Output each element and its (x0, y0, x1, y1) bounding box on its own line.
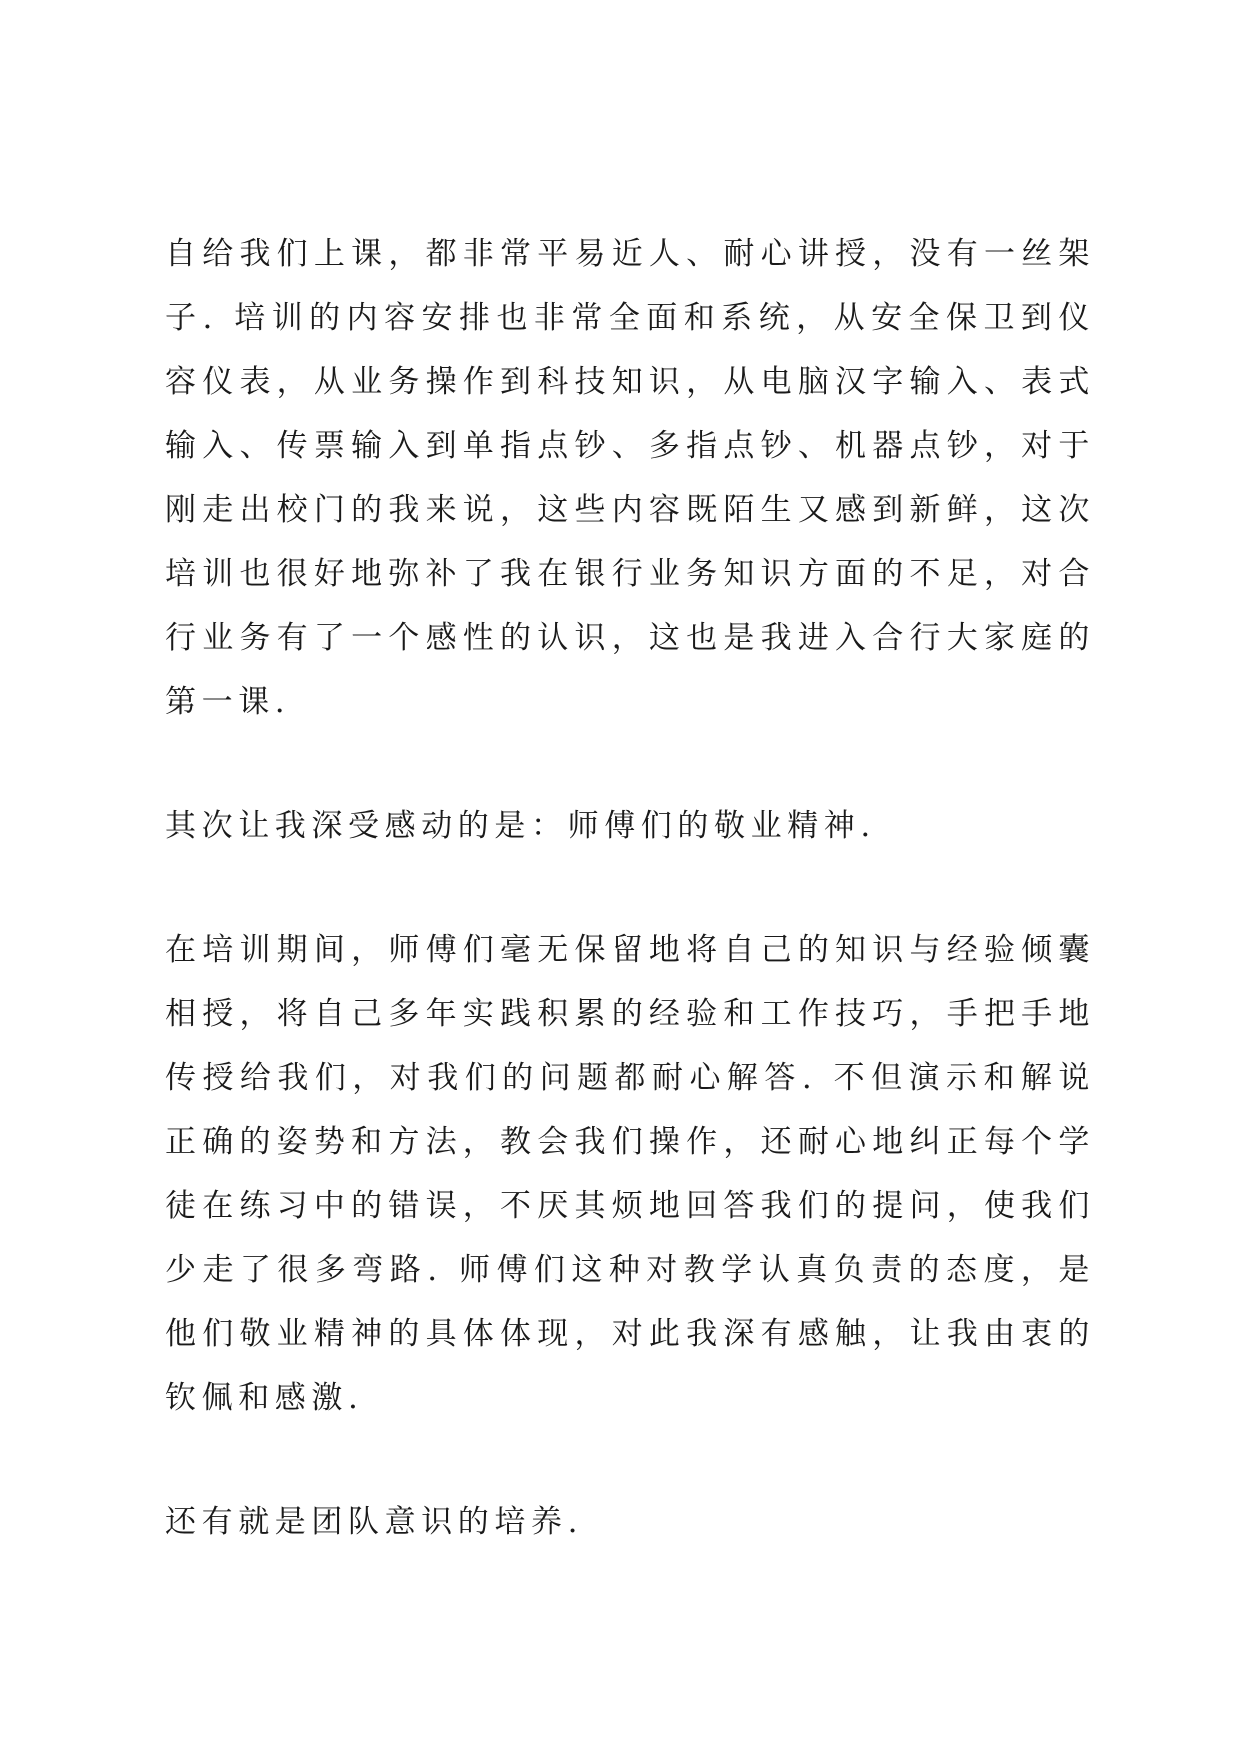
paragraph-gap (165, 858, 1095, 918)
paragraph-training-content: 自给我们上课，都非常平易近人、耐心讲授，没有一丝架子. 培训的内容安排也非常全面和系统，从安全保卫到仪容仪表，从业务操作到科技知识，从电脑汉字输入、表式输入、传票输入到单指点钞、多指点钞、机器点钞，对于刚走出校门的我来说，这些内容既陌生又感到新鲜，这次培训也很好地弥补了我在银行业务知识方面的不足，对合行业务有了一个感性的认识，这也是我进入合行大家庭的第一课. (165, 236, 1095, 720)
paragraph-mentors: 在培训期间，师傅们毫无保留地将自己的知识与经验倾囊相授，将自己多年实践积累的经验和工作技巧，手把手地传授给我们，对我们的问题都耐心解答. 不但演示和解说正确的姿势和方法，教会我们操作，还耐心地纠正每个学徒在练习中的错误，不厌其烦地回答我们的提问，使我们少走了很多弯路. 师傅们这种对教学认真负责的态度，是他们敬业精神的具体体现，对此我深有感触，让我由衷的钦佩和感激. (165, 932, 1095, 1416)
document-body (165, 222, 1095, 1554)
paragraph-teamwork: 还有就是团队意识的培养. (165, 1504, 584, 1540)
paragraph-dedication-heading: 其次让我深受感动的是：师傅们的敬业精神. (165, 808, 876, 844)
paragraph-gap (165, 1430, 1095, 1490)
paragraph-gap (165, 734, 1095, 794)
